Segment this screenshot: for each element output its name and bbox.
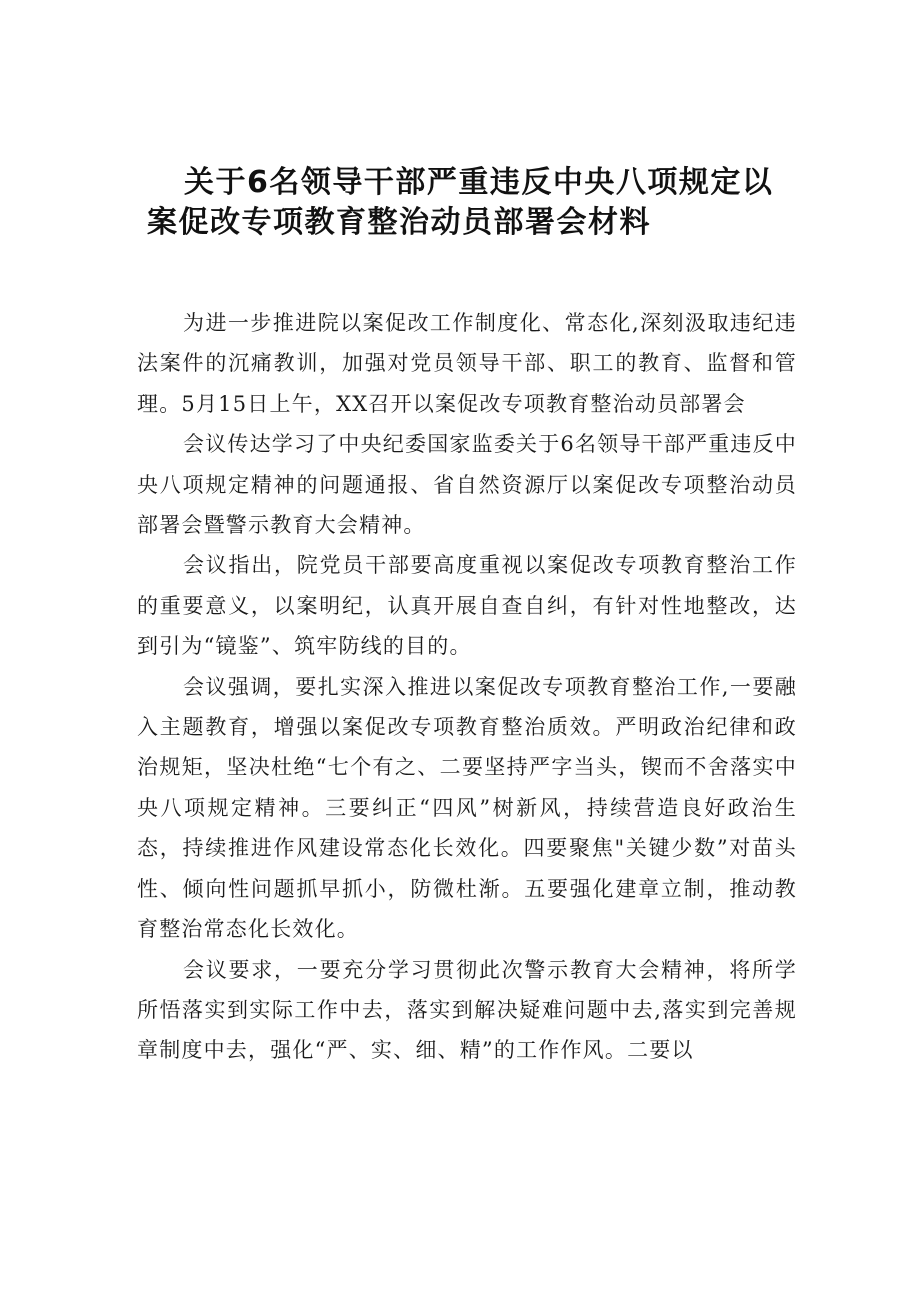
paragraph-points-out: 会议指出，院党员干部要高度重视以案促改专项教育整治工作的重要意义，以案明纪，认真开展自查自纠，有针对性地整改，达到引为“镜鉴”、筑牢防线的目的。 [137,553,797,659]
document-title [147,163,835,243]
title-line-1: 关于6名领导干部严重违反中央八项规定以 [184,165,774,200]
paragraph-intro: 为进一步推进院以案促改工作制度化、常态化,深刻汲取违纪违法案件的沉痛教训，加强对党员领导干部、职工的教育、监督和管理。5月15日上午，XX召开以案促改专项教育整治动员部署会 [137,311,797,416]
paragraph-emphasizes: 会议强调，要扎实深入推进以案促改专项教育整治工作,一要融入主题教育，增强以案促改专项教育整治质效。严明政治纪律和政治规矩，坚决杜绝“七个有之、二要坚持严字当头，锲而不舍落实中央八项规定精神。三要纠正“四风”树新风，持续营造良好政治生态，持续推进作风建设常态化长效化。四要聚焦"关键少数”对苗头性、倾向性问题抓早抓小，防微杜渐。五要强化建章立制，推动教育整治常态化长效化。 [137,674,797,942]
title-line-2: 案促改专项教育整治动员部署会材料 [147,205,651,240]
paragraph-study: 会议传达学习了中央纪委国家监委关于6名领导干部严重违反中央八项规定精神的问题通报、省自然资源厅以案促改专项整治动员部署会暨警示教育大会精神。 [137,432,797,538]
document-body [137,303,797,1071]
paragraph-requirements: 会议要求，一要充分学习贯彻此次警示教育大会精神，将所学所悟落实到实际工作中去，落实到解决疑难问题中去,落实到完善规章制度中去，强化“严、实、细、精”的工作作风。二要以 [137,957,797,1063]
